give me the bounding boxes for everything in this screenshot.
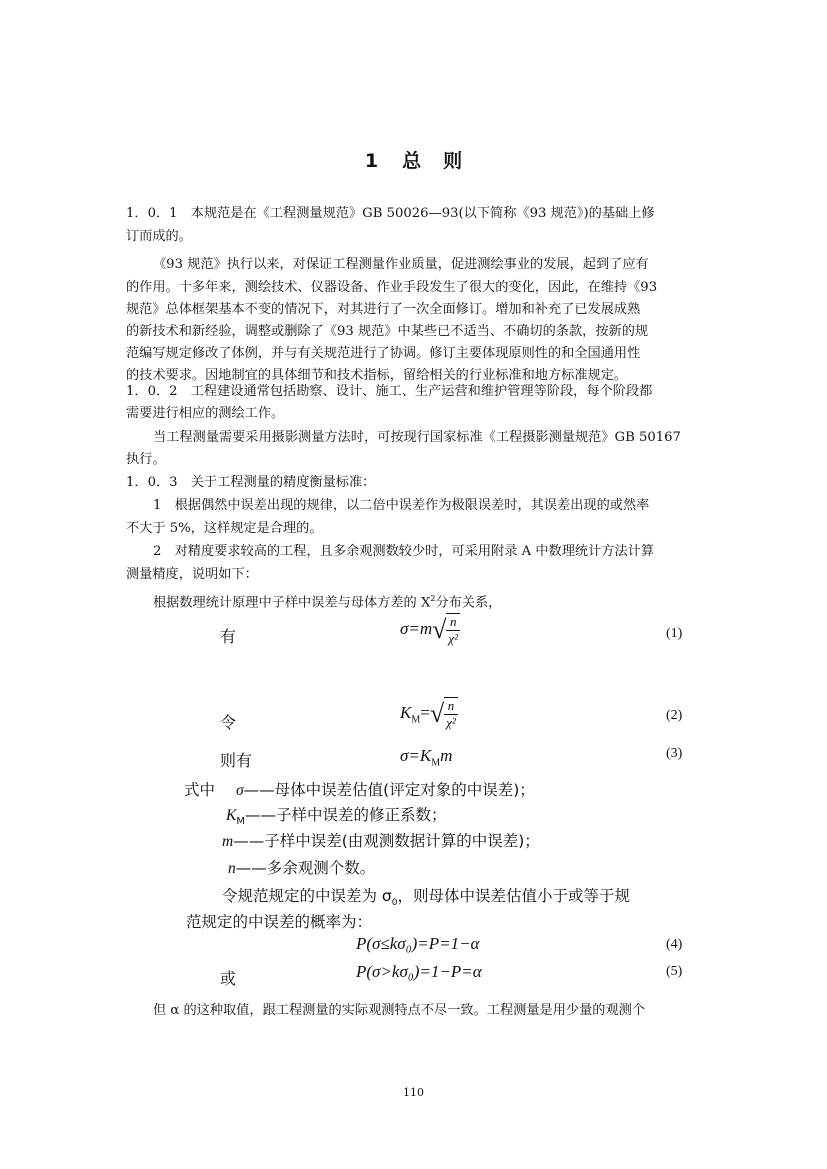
def-symbol: σ xyxy=(236,782,244,799)
clause-1-0-1-line-2: 订而成的。 xyxy=(126,229,192,244)
def-symbol: n xyxy=(228,860,236,877)
eq3-number: (3) xyxy=(666,746,683,761)
para-line-6: 的新技术和新经验，调整或删除了《93 规范》中某些已不适当、不确切的条款，按新的规 xyxy=(126,324,649,339)
eq2-label: 令 xyxy=(220,713,237,732)
eq2-subscript: M xyxy=(411,714,421,726)
para-line-11: 当工程测量需要采用摄影测量方法时，可按现行国家标准《工程摄影测量规范》GB 50167 xyxy=(153,430,681,445)
para-prob-line-1 xyxy=(222,884,630,908)
para-line-18 xyxy=(153,591,501,611)
eq2-equals: = xyxy=(420,702,430,722)
eq1-formula xyxy=(400,613,460,647)
item-1-line-2: 不大于 5%，这样规定是合理的。 xyxy=(126,521,323,536)
def-text: ——母体中误差估值(评定对象的中误差)； xyxy=(243,781,535,799)
def-m xyxy=(222,829,540,851)
eq3-label: 则有 xyxy=(220,751,253,770)
def-symbol: K xyxy=(226,807,237,824)
def-symbol: m xyxy=(222,833,234,850)
eq1-fraction xyxy=(446,613,460,647)
para-line-3: 《93 规范》执行以来，对保证工程测量作业质量，促进测绘事业的发展，起到了应有 xyxy=(153,257,649,272)
para-prob-line-2: 范规定的中误差的概率为： xyxy=(186,913,373,931)
clause-1-0-2-line-1: 1．0．2 工程建设通常包括勘察、设计、施工、生产运营和维护管理等阶段，每个阶段都 xyxy=(126,384,653,399)
def-subscript: M xyxy=(236,816,245,828)
eq1-label: 有 xyxy=(220,627,237,646)
def-text: ——子样中误差(由观测数据计算的中误差)； xyxy=(233,832,540,850)
text-segment: 令规范规定的中误差为 σ xyxy=(222,887,392,905)
eq2-fraction xyxy=(444,697,458,731)
def-text: ——多余观测个数。 xyxy=(235,859,376,877)
def-sigma xyxy=(236,778,535,800)
clause-1-0-3-line: 1．0．3 关于工程测量的精度衡量标准： xyxy=(126,475,376,490)
section-title-word-1: 总 xyxy=(402,150,422,172)
frac-numerator: n xyxy=(444,698,458,715)
para-line-7: 范编写规定修改了体例，并与有关规范进行了协调。修订主要体现原则性的和全国通用性 xyxy=(126,346,641,361)
sqrt-sign: √ xyxy=(429,699,445,728)
eq4-formula: P(σ≤kσ₀)=P=1−α xyxy=(356,934,480,953)
def-text: ——子样中误差的修正系数； xyxy=(244,806,447,824)
text-segment: 根据数理统计原理中子样中误差与母体方差的 X xyxy=(153,595,431,611)
section-title xyxy=(0,146,827,173)
subscript: 0 xyxy=(391,898,398,909)
def-n xyxy=(228,856,375,878)
item-2-line-2: 测量精度，说明如下： xyxy=(126,567,258,582)
eq3-subscript: M xyxy=(431,757,441,769)
eq2-number: (2) xyxy=(666,708,683,723)
text-segment: ，则母体中误差估值小于或等于规 xyxy=(397,887,631,905)
eq5-label: 或 xyxy=(220,969,237,988)
para-line-4: 的作用。十多年来，测绘技术、仪器设备、作业手段发生了很大的变化，因此，在维持《93 xyxy=(126,280,658,295)
eq1-number: (1) xyxy=(666,626,683,641)
text-segment: 分布关系， xyxy=(435,595,502,611)
last-line: 但 α 的这种取值，跟工程测量的实际观测特点不尽一致。工程测量是用少量的观测个 xyxy=(153,1003,646,1018)
section-number: 1 xyxy=(364,150,379,172)
frac-denominator: χ² xyxy=(446,715,456,730)
clause-1-0-2-line-2: 需要进行相应的测绘工作。 xyxy=(126,406,285,421)
item-1-line-1: 1 根据偶然中误差出现的规律，以二倍中误差作为极限误差时，其误差出现的或然率 xyxy=(153,498,650,513)
item-2-line-1: 2 对精度要求较高的工程，且多余观测数较少时，可采用附录 A 中数理统计方法计算 xyxy=(153,544,655,559)
sqrt-sign: √ xyxy=(432,615,447,644)
eq3-part-b: m xyxy=(440,746,453,765)
eq5-number: (5) xyxy=(666,964,683,979)
def-km xyxy=(226,803,447,827)
superscript: 2 xyxy=(430,594,436,603)
eq4-number: (4) xyxy=(666,937,683,952)
para-line-8: 的技术要求。因地制宜的具体细节和技术指标，留给相关的行业标准和地方标准规定。 xyxy=(126,368,628,383)
eq2-lhs: K xyxy=(400,702,412,722)
frac-denominator: χ² xyxy=(448,631,459,646)
section-title-word-2: 则 xyxy=(443,150,463,172)
eq3-formula xyxy=(400,746,452,768)
eq1-lhs: σ=m xyxy=(400,618,433,638)
eq2-formula xyxy=(400,697,458,731)
frac-numerator: n xyxy=(446,614,460,631)
where-label: 式中 xyxy=(184,781,216,799)
para-line-12: 执行。 xyxy=(126,452,166,467)
eq3-part-a: σ=K xyxy=(400,746,432,765)
para-line-5: 规范》总体框架基本不变的情况下，对其进行了一次全面修订。增加和补充了已发展成熟 xyxy=(126,302,641,317)
clause-1-0-1-line-1: 1．0．1 本规范是在《工程测量规范》GB 50026—93(以下简称《93 规范》)的基础上修 xyxy=(126,206,655,221)
eq5-formula: P(σ>kσ₀)=1−P=α xyxy=(356,962,482,981)
page-number: 110 xyxy=(403,1086,424,1099)
